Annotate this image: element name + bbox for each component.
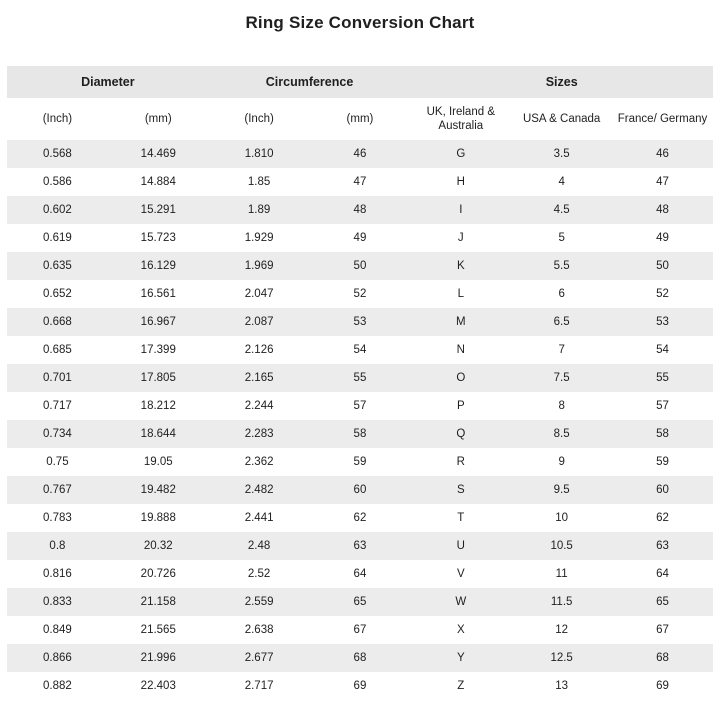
table-cell: S xyxy=(456,484,465,496)
table-cell: 63 xyxy=(656,540,669,552)
table-cell: 2.165 xyxy=(244,372,274,384)
table-cell: 69 xyxy=(353,680,367,692)
table-cell: Y xyxy=(456,652,465,664)
table-cell: 22.403 xyxy=(140,680,176,692)
table-cell: 2.244 xyxy=(244,400,274,412)
table-cell: 47 xyxy=(656,176,669,188)
table-cell: 0.849 xyxy=(43,624,72,636)
table-cell: 64 xyxy=(656,568,669,580)
table-cell: 16.967 xyxy=(140,316,176,328)
column-header-row xyxy=(7,98,713,140)
table-cell: 0.668 xyxy=(43,316,72,328)
table-cell: 18.212 xyxy=(140,400,176,412)
table-cell: 62 xyxy=(656,512,669,524)
table-body xyxy=(7,140,713,700)
table-cell: 5.5 xyxy=(553,260,570,272)
table-row xyxy=(7,252,713,280)
table-cell: 14.884 xyxy=(140,176,176,188)
table-cell: 0.586 xyxy=(43,176,72,188)
table-cell: 1.810 xyxy=(244,148,274,160)
table-cell: 11.5 xyxy=(550,596,573,608)
table-cell: 58 xyxy=(656,428,669,440)
table-cell: 2.283 xyxy=(244,428,274,440)
column-header-uk-ireland-australia: UK, Ireland & Australia xyxy=(410,98,511,140)
table-cell: Q xyxy=(456,428,466,440)
column-header-diameter-mm: (mm) xyxy=(108,98,209,140)
table-cell: 49 xyxy=(353,232,367,244)
table-cell: 2.362 xyxy=(244,456,274,468)
table-cell: 0.882 xyxy=(43,680,72,692)
table-cell: 67 xyxy=(353,624,367,636)
table-row xyxy=(7,196,713,224)
table-cell: 10.5 xyxy=(550,540,573,552)
ring-size-conversion-table xyxy=(7,66,713,700)
table-cell: 10 xyxy=(555,512,569,524)
table-cell: M xyxy=(456,316,466,328)
table-cell: 68 xyxy=(353,652,367,664)
table-cell: 21.996 xyxy=(140,652,176,664)
table-row xyxy=(7,336,713,364)
table-cell: 0.717 xyxy=(43,400,72,412)
table-cell: 0.602 xyxy=(43,204,72,216)
table-cell: 8.5 xyxy=(553,428,570,440)
table-cell: 50 xyxy=(353,260,367,272)
table-cell: 0.816 xyxy=(43,568,72,580)
table-cell: 68 xyxy=(656,652,669,664)
table-cell: 0.734 xyxy=(43,428,72,440)
table-cell: R xyxy=(456,456,465,468)
group-header-circumference: Circumference xyxy=(209,66,411,98)
table-cell: 54 xyxy=(656,344,669,356)
column-header-diameter-inch: (Inch) xyxy=(7,98,108,140)
table-cell: 13 xyxy=(555,680,569,692)
table-cell: 20.32 xyxy=(143,540,173,552)
table-cell: 48 xyxy=(353,204,367,216)
table-row xyxy=(7,560,713,588)
table-cell: 14.469 xyxy=(140,148,176,160)
page-title: Ring Size Conversion Chart xyxy=(245,13,475,32)
table-cell: 55 xyxy=(656,372,669,384)
table-cell: 0.866 xyxy=(43,652,72,664)
table-cell: 19.05 xyxy=(143,456,173,468)
table-cell: 59 xyxy=(656,456,669,468)
table-cell: 16.561 xyxy=(140,288,176,300)
table-cell: I xyxy=(459,204,463,216)
table-cell: 60 xyxy=(656,484,669,496)
table-cell: 8 xyxy=(558,400,565,412)
table-row xyxy=(7,672,713,700)
table-cell: 2.48 xyxy=(247,540,271,552)
table-cell: 5 xyxy=(558,232,565,244)
table-cell: 7.5 xyxy=(553,372,570,384)
table-cell: 21.158 xyxy=(140,596,176,608)
table-cell: 58 xyxy=(353,428,367,440)
table-cell: 1.89 xyxy=(247,204,271,216)
table-cell: 62 xyxy=(353,512,367,524)
table-cell: 18.644 xyxy=(140,428,176,440)
table-cell: 0.8 xyxy=(49,540,66,552)
table-row xyxy=(7,476,713,504)
table-cell: 47 xyxy=(353,176,367,188)
table-row xyxy=(7,504,713,532)
table-row xyxy=(7,140,713,168)
table-row xyxy=(7,392,713,420)
table-cell: 49 xyxy=(656,232,669,244)
table-row xyxy=(7,168,713,196)
table-cell: 0.619 xyxy=(43,232,72,244)
table-cell: V xyxy=(456,568,465,580)
table-cell: N xyxy=(456,344,465,356)
table-row xyxy=(7,364,713,392)
table-cell: K xyxy=(456,260,465,272)
table-row xyxy=(7,644,713,672)
table-cell: 0.767 xyxy=(43,484,72,496)
table-cell: W xyxy=(455,596,467,608)
table-cell: 12 xyxy=(555,624,569,636)
table-cell: 3.5 xyxy=(553,148,570,160)
table-cell: 11 xyxy=(555,568,568,580)
table-cell: 48 xyxy=(656,204,669,216)
table-cell: L xyxy=(457,288,464,300)
table-cell: 54 xyxy=(353,344,367,356)
table-cell: 21.565 xyxy=(140,624,176,636)
table-cell: 1.969 xyxy=(244,260,274,272)
table-cell: 6 xyxy=(558,288,565,300)
column-header-circumference-inch: (Inch) xyxy=(209,98,310,140)
table-cell: 16.129 xyxy=(140,260,176,272)
table-row xyxy=(7,532,713,560)
table-cell: 52 xyxy=(353,288,367,300)
table-cell: 52 xyxy=(656,288,669,300)
table-cell: 0.652 xyxy=(43,288,72,300)
table-cell: H xyxy=(456,176,465,188)
group-header-sizes: Sizes xyxy=(410,66,713,98)
table-cell: 65 xyxy=(656,596,669,608)
table-cell: O xyxy=(456,372,466,384)
table-cell: 0.568 xyxy=(43,148,72,160)
table-cell: 65 xyxy=(353,596,367,608)
table-cell: 19.482 xyxy=(140,484,176,496)
table-row xyxy=(7,588,713,616)
table-cell: 4 xyxy=(558,176,565,188)
table-cell: 9.5 xyxy=(553,484,570,496)
table-cell: 0.833 xyxy=(43,596,72,608)
table-cell: 2.717 xyxy=(244,680,274,692)
table-cell: 2.441 xyxy=(244,512,274,524)
table-cell: 1.929 xyxy=(244,232,274,244)
table-row xyxy=(7,224,713,252)
table-cell: 53 xyxy=(656,316,669,328)
table-cell: 0.635 xyxy=(43,260,72,272)
group-header-row xyxy=(7,66,713,98)
table-cell: 2.482 xyxy=(244,484,274,496)
table-cell: 57 xyxy=(353,400,367,412)
group-header-diameter: Diameter xyxy=(7,66,209,98)
table-cell: X xyxy=(456,624,465,636)
table-cell: 6.5 xyxy=(553,316,570,328)
table-cell: 59 xyxy=(353,456,367,468)
table-row xyxy=(7,448,713,476)
table-row xyxy=(7,420,713,448)
table-cell: 0.701 xyxy=(43,372,72,384)
table-cell: 2.677 xyxy=(244,652,274,664)
table-cell: 12.5 xyxy=(550,652,573,664)
table-cell: U xyxy=(456,540,465,552)
table-cell: 64 xyxy=(353,568,367,580)
table-cell: 1.85 xyxy=(247,176,271,188)
table-cell: 2.52 xyxy=(247,568,271,580)
table-cell: 55 xyxy=(353,372,367,384)
table-cell: 67 xyxy=(656,624,669,636)
table-cell: G xyxy=(456,148,466,160)
table-cell: 20.726 xyxy=(140,568,176,580)
table-cell: 57 xyxy=(656,400,669,412)
table-cell: 63 xyxy=(353,540,367,552)
table-cell: 7 xyxy=(558,344,565,356)
table-cell: 2.087 xyxy=(244,316,274,328)
table-cell: 0.685 xyxy=(43,344,72,356)
table-cell: 19.888 xyxy=(140,512,176,524)
table-cell: 0.783 xyxy=(43,512,72,524)
column-header-usa-canada: USA & Canada xyxy=(511,98,612,140)
table-head xyxy=(7,66,713,140)
table-cell: 2.638 xyxy=(244,624,274,636)
table-cell: 53 xyxy=(353,316,367,328)
table-cell: J xyxy=(457,232,464,244)
column-header-france-germany: France/ Germany xyxy=(612,98,713,140)
table-cell: 50 xyxy=(656,260,669,272)
table-row xyxy=(7,308,713,336)
table-cell: 2.126 xyxy=(244,344,274,356)
table-cell: 17.399 xyxy=(140,344,176,356)
table-cell: 69 xyxy=(656,680,669,692)
table-cell: T xyxy=(457,512,465,524)
table-row xyxy=(7,280,713,308)
table-cell: 60 xyxy=(353,484,367,496)
table-cell: 0.75 xyxy=(46,456,69,468)
table-cell: 46 xyxy=(353,148,367,160)
table-cell: 15.723 xyxy=(140,232,176,244)
table-cell: 2.559 xyxy=(244,596,274,608)
table-cell: 4.5 xyxy=(553,204,570,216)
table-cell: P xyxy=(456,400,465,412)
table-row xyxy=(7,616,713,644)
table-cell: 17.805 xyxy=(140,372,176,384)
table-cell: 46 xyxy=(656,148,669,160)
table-cell: Z xyxy=(457,680,465,692)
table-cell: 9 xyxy=(558,456,565,468)
table-cell: 15.291 xyxy=(140,204,176,216)
column-header-circumference-mm: (mm) xyxy=(310,98,411,140)
table-cell: 2.047 xyxy=(244,288,274,300)
